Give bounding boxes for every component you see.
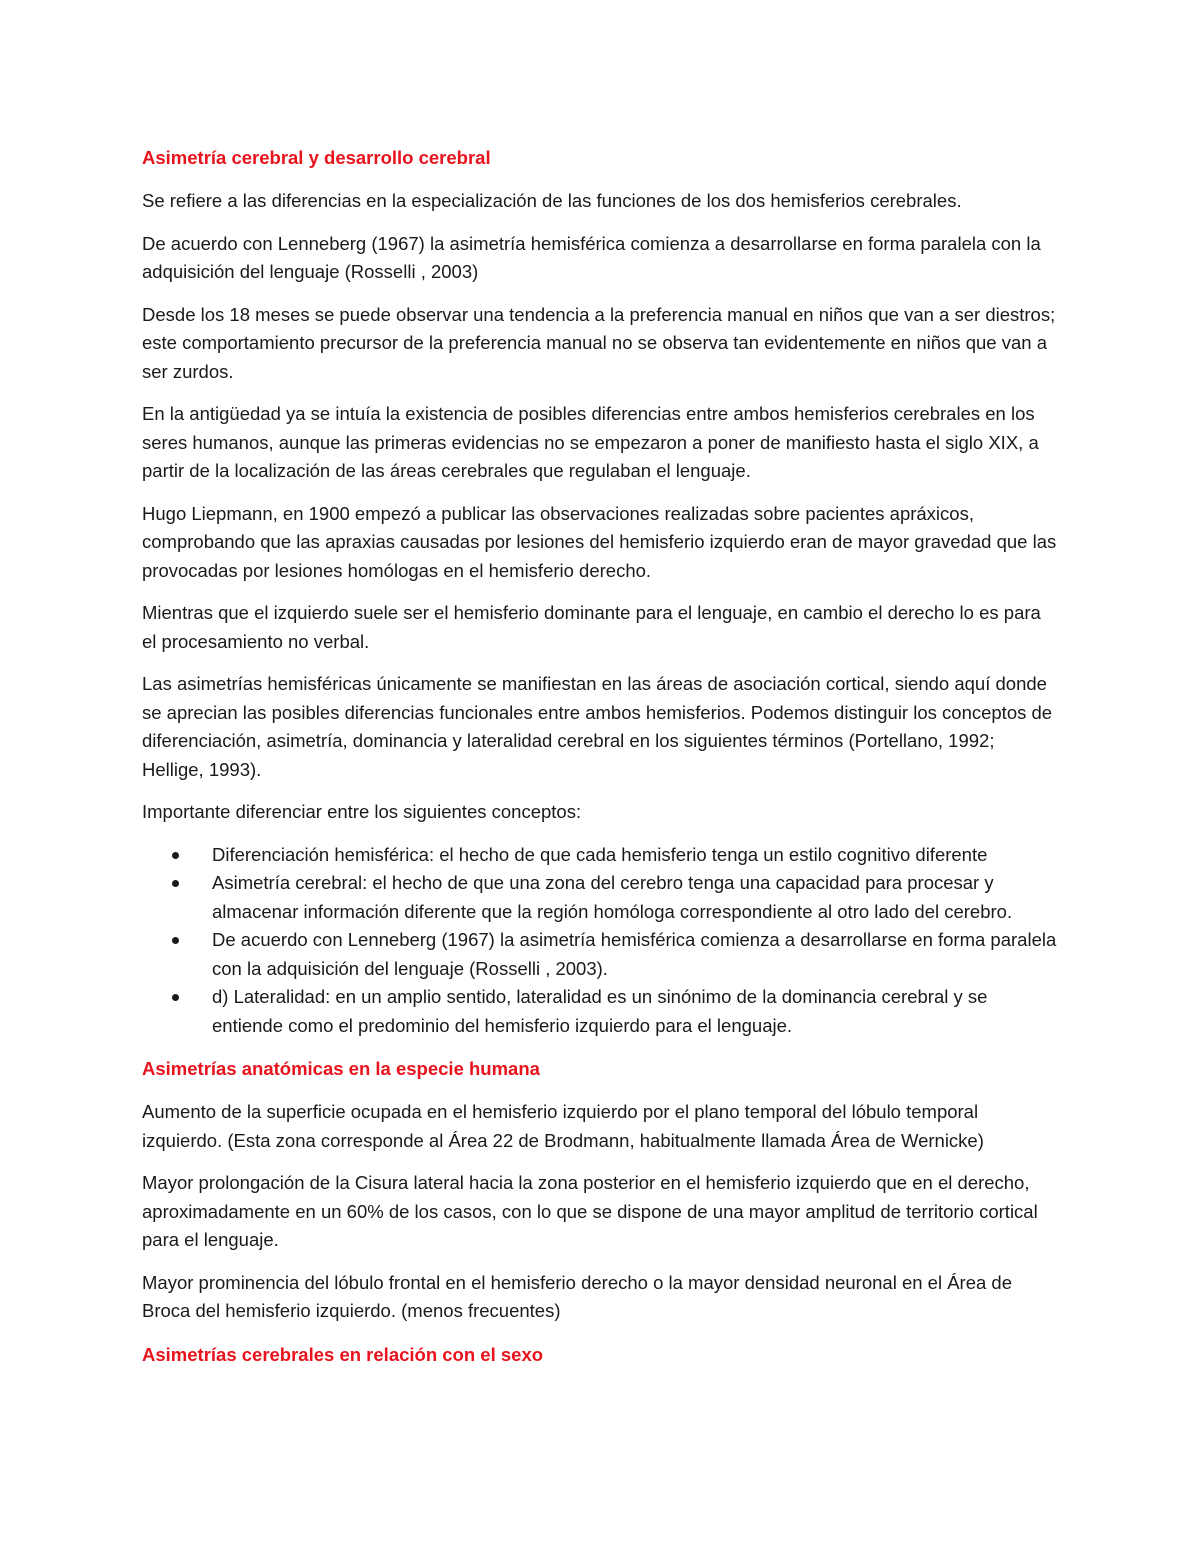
paragraph: De acuerdo con Lenneberg (1967) la asimetría hemisférica comienza a desarrollarse en forma paralela con la adquisición del lenguaje (Rosselli , 2003) bbox=[142, 232, 1041, 282]
paragraph: Aumento de la superficie ocupada en el hemisferio izquierdo por el plano temporal del lóbulo temporal izquierdo. (Esta zona corresponde al Área 22 de Brodmann, habitualmente llamada Área de Wernicke) bbox=[142, 1101, 984, 1151]
paragraph: Mientras que el izquierdo suele ser el hemisferio dominante para el lenguaje, en cambio el derecho lo es para el procesamiento no verbal. bbox=[142, 602, 1041, 652]
section-heading-asimetrias-anatomicas: Asimetrías anatómicas en la especie humana bbox=[142, 1058, 540, 1079]
bullet-icon bbox=[172, 880, 179, 887]
list-item-text: Diferenciación hemisférica: el hecho de que cada hemisferio tenga un estilo cognitivo diferente bbox=[212, 843, 988, 865]
list-item bbox=[142, 926, 1060, 983]
list-item-text: De acuerdo con Lenneberg (1967) la asimetría hemisférica comienza a desarrollarse en forma paralela con la adquisición del lenguaje (Rosselli , 2003). bbox=[212, 929, 1057, 979]
paragraph: Importante diferenciar entre los siguientes conceptos: bbox=[142, 801, 582, 822]
paragraph: Se refiere a las diferencias en la especialización de las funciones de los dos hemisferios cerebrales. bbox=[142, 190, 962, 211]
paragraph: Hugo Liepmann, en 1900 empezó a publicar las observaciones realizadas sobre pacientes apráxicos, comprobando que las apraxias causadas por lesiones del hemisferio izquierdo eran de mayor gravedad que las provocadas por lesiones homólogas en el hemisferio derecho. bbox=[142, 502, 1057, 581]
section-heading-asimetrias-sexo: Asimetrías cerebrales en relación con el sexo bbox=[142, 1343, 544, 1365]
list-item-text: d) Lateralidad: en un amplio sentido, lateralidad es un sinónimo de la dominancia cerebral y se entiende como el predominio del hemisferio izquierdo para el lenguaje. bbox=[212, 986, 988, 1036]
bullet-icon bbox=[172, 994, 179, 1001]
section-heading-asimetria-cerebral: Asimetría cerebral y desarrollo cerebral bbox=[142, 147, 491, 168]
list-item bbox=[142, 869, 1060, 926]
list-item-text: Asimetría cerebral: el hecho de que una zona del cerebro tenga una capacidad para procesar y almacenar información diferente que la región homóloga correspondiente al otro lado del cerebro. bbox=[212, 872, 1013, 922]
paragraph: Desde los 18 meses se puede observar una tendencia a la preferencia manual en niños que van a ser diestros; este comportamiento precursor de la preferencia manual no se observa tan evidentemente en niños que van a ser zurdos. bbox=[142, 303, 1056, 382]
list-item bbox=[142, 983, 1060, 1040]
paragraph: Mayor prolongación de la Cisura lateral hacia la zona posterior en el hemisferio izquierdo que en el derecho, aproximadamente en un 60% de los casos, con lo que se dispone de una mayor amplitud de territorio cortical para el lenguaje. bbox=[142, 1172, 1038, 1250]
bullet-icon bbox=[172, 852, 179, 859]
bullet-icon bbox=[172, 937, 179, 944]
list-item bbox=[142, 841, 1060, 870]
paragraph: En la antigüedad ya se intuía la existencia de posibles diferencias entre ambos hemisferios cerebrales en los seres humanos, aunque las primeras evidencias no se empezaron a poner de manifiesto hasta el siglo XIX, a partir de la localización de las áreas cerebrales que regulaban el lenguaje. bbox=[142, 403, 1039, 481]
concepts-bullet-list bbox=[142, 841, 1060, 1041]
paragraph: Las asimetrías hemisféricas únicamente se manifiestan en las áreas de asociación cortical, siendo aquí donde se aprecian las posibles diferencias funcionales entre ambos hemisferios. Podemos distinguir los conceptos de diferenciación, asimetría, dominancia y lateralidad cerebral en los siguientes términos (Portellano, 1992; Hellige, 1993). bbox=[142, 673, 1053, 780]
paragraph: Mayor prominencia del lóbulo frontal en el hemisferio derecho o la mayor densidad neuronal en el Área de Broca del hemisferio izquierdo. (menos frecuentes) bbox=[142, 1271, 1013, 1321]
